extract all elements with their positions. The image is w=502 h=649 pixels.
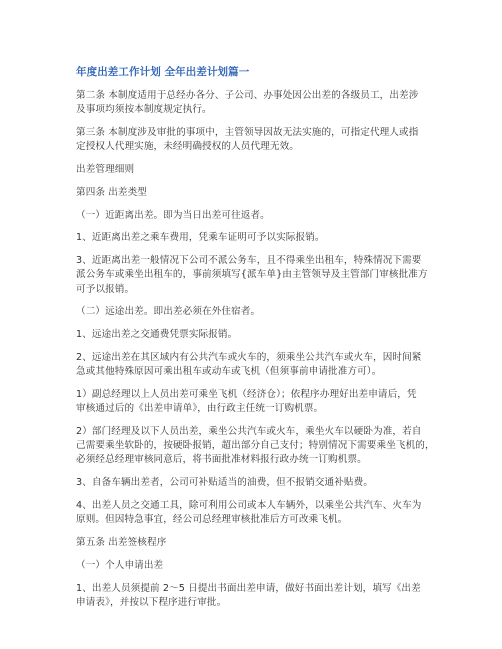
paragraph-line: 第四条 出差类型 — [76, 186, 148, 198]
paragraph — [76, 388, 436, 416]
paragraph-line: 己需要乘坐软卧的，按硬卧报销，超出部分自己支付；特别情况下需要乘坐飞机的， — [76, 440, 435, 452]
paragraph — [76, 163, 436, 177]
paragraph-line: 出差管理细则 — [76, 164, 135, 175]
paragraph — [76, 425, 436, 468]
paragraph-line: 可予以报销。 — [76, 283, 135, 295]
paragraph — [76, 536, 436, 550]
paragraph-line: 第三条 本制度涉及审批的事项中，主管领导因故无法实施的，可指定代理人或指 — [76, 127, 419, 138]
paragraph — [76, 254, 436, 297]
paragraph-line: 必须经总经理审核同意后，将书面批准材料报行政办统一订购机票。 — [76, 454, 367, 466]
paragraph-line: （一）个人申请出差 — [76, 559, 164, 571]
paragraph-line: 第二条 本制度适用于总经办各分、子公司、办事处因公出差的各级员工，出差涉 — [76, 90, 419, 101]
paragraph-line: 1、远途出差之交通费凭票实际报销。 — [76, 329, 238, 341]
paragraph — [76, 351, 436, 379]
paragraph-line: 急或其他特殊原因可乘出租车或动车或飞机（但须事前申请批准方可）。 — [76, 366, 382, 378]
document-body — [76, 89, 436, 610]
document-page — [76, 66, 436, 619]
paragraph-line: 1）副总经理以上人员出差可乘坐飞机（经济仓）；依程序办理好出差申请后，凭 — [76, 388, 417, 400]
paragraph-line: 定授权人代理实施，未经明确授权的人员代理无效。 — [76, 141, 299, 153]
paragraph — [76, 499, 436, 527]
paragraph-line: 第五条 出差签核程序 — [76, 536, 167, 548]
paragraph — [76, 559, 436, 573]
paragraph-line: 4、出差人员之交通工具，除可利用公司或本人车辆外，以乘坐公共汽车、火车为 — [76, 499, 422, 511]
paragraph-line: 1、出差人员须提前 2～5 日提出书面出差申请，做好书面出差计划，填写《出差 — [76, 582, 421, 594]
paragraph-line: 原则。但因特急事宜，经公司总经理审核批准后方可改乘飞机。 — [76, 514, 348, 526]
paragraph-line: 审核通过后的《出差申请单》，由行政主任统一订购机票。 — [76, 403, 324, 415]
paragraph — [76, 328, 436, 342]
paragraph — [76, 305, 436, 319]
paragraph-line: 及事项均须按本制度规定执行。 — [76, 104, 212, 116]
paragraph — [76, 89, 436, 117]
paragraph — [76, 209, 436, 223]
document-title: 年度出差工作计划 全年出差计划篇一 — [76, 66, 250, 78]
paragraph-line: （一）近距离出差。即为当日出差可往返者。 — [76, 209, 270, 221]
paragraph — [76, 582, 436, 610]
paragraph — [76, 231, 436, 245]
paragraph-line: 2）部门经理及以下人员出差，乘坐公共汽车或火车，乘坐火车以硬卧为准，若自 — [76, 425, 422, 437]
paragraph-line: 3、自备车辆出差者，公司可补贴适当的油费，但不报销交通补贴费。 — [76, 477, 374, 489]
paragraph — [76, 126, 436, 154]
paragraph-line: （二）远途出差。即出差必须在外住宿者。 — [76, 306, 261, 318]
paragraph — [76, 476, 436, 490]
paragraph-line: 派公务车或乘坐出租车的，事前须填写{派车单}由主管领导及主管部门审核批准方 — [76, 269, 428, 281]
paragraph-line: 3、近距离出差一般情况下公司不派公务车，且不得乘坐出租车，特殊情况下需要 — [76, 255, 422, 267]
paragraph-line: 1、近距离出差之乘车费用，凭乘车证明可予以实际报销。 — [76, 232, 325, 244]
paragraph — [76, 186, 436, 200]
paragraph-line: 2、远途出差在其区域内有公共汽车或火车的，须乘坐公共汽车或火车，因时间紧 — [76, 351, 422, 363]
paragraph-line: 申请表》，并按以下程序进行审批。 — [76, 596, 227, 608]
